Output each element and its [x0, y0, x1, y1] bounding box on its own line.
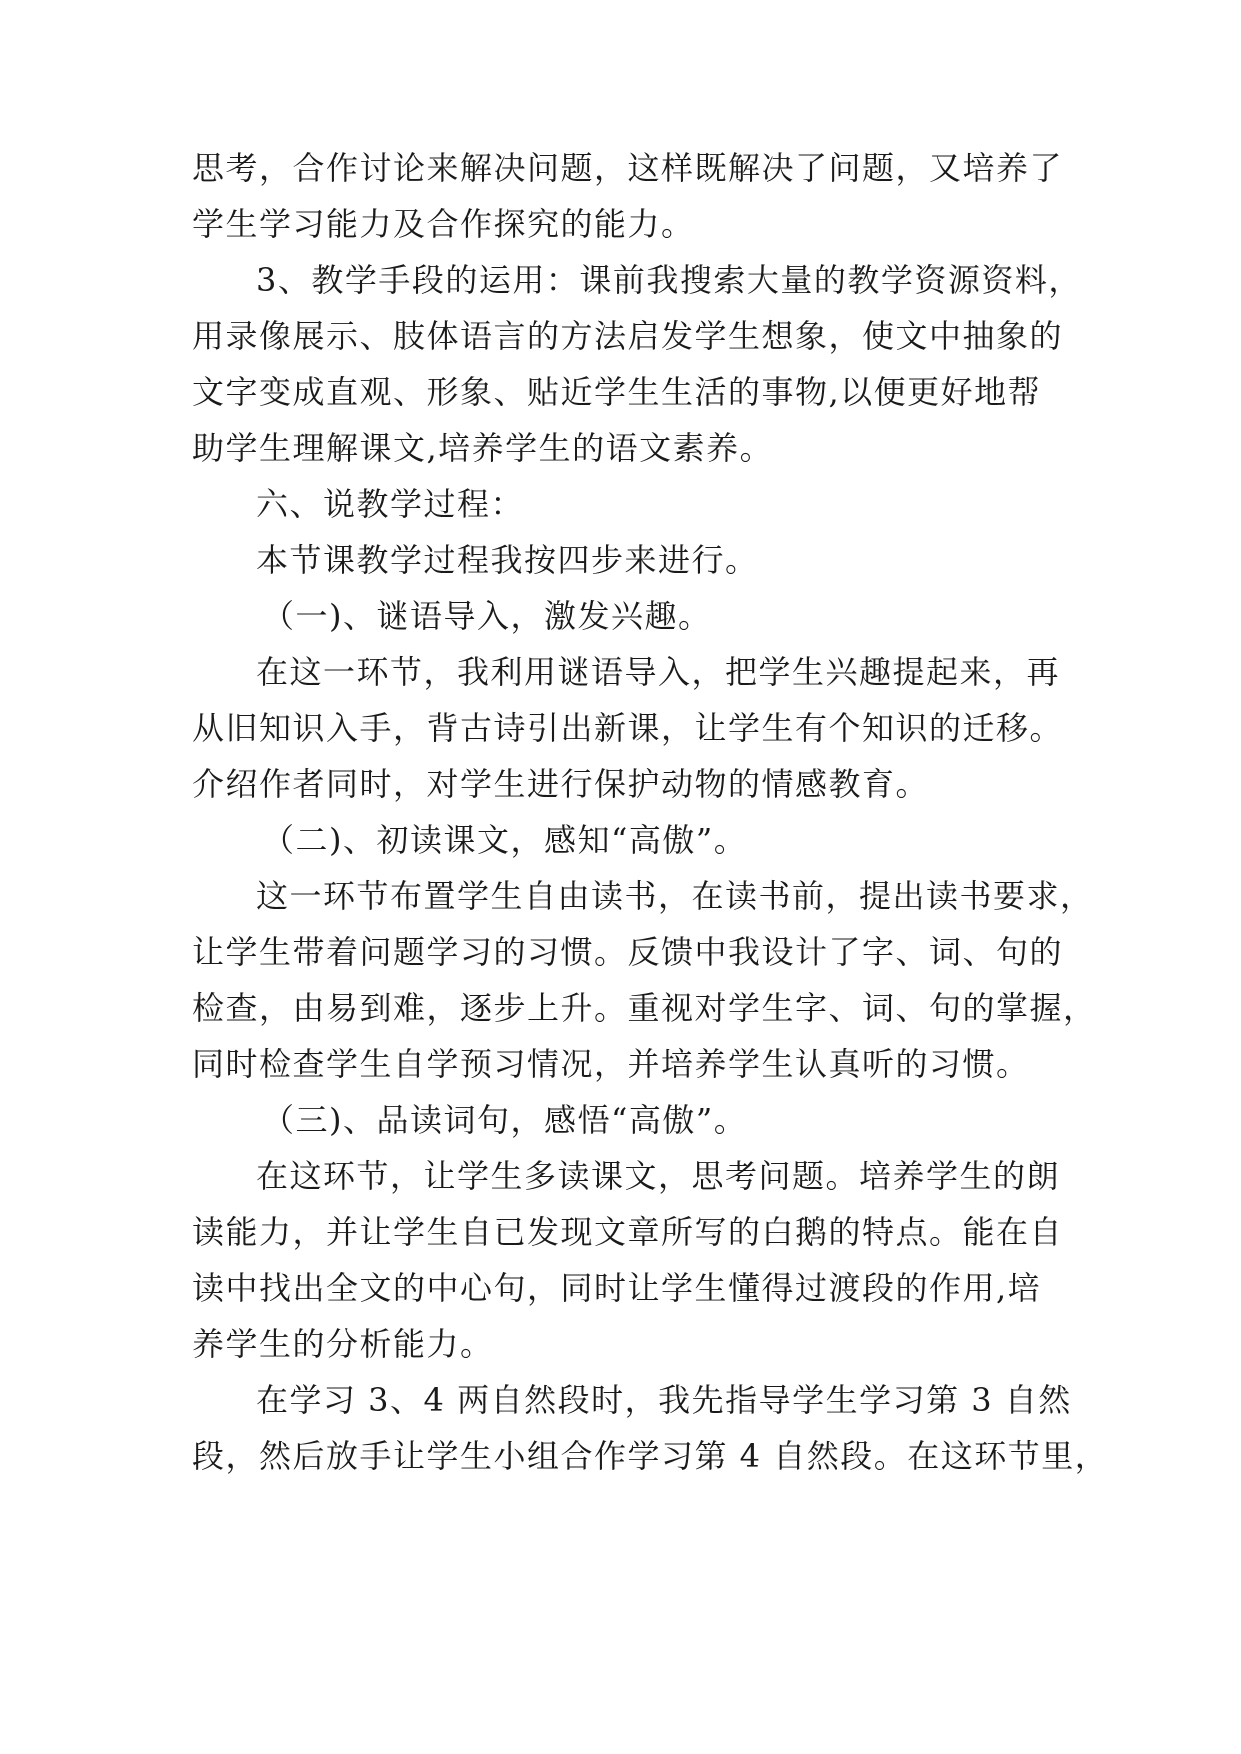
paragraph-line: 同时检查学生自学预习情况，并培养学生认真听的习惯。 [192, 1045, 1030, 1083]
paragraph-line: 介绍作者同时，对学生进行保护动物的情感教育。 [192, 765, 930, 803]
paragraph-line: 从旧知识入手，背古诗引出新课，让学生有个知识的迁移。 [192, 709, 1064, 747]
subsection-heading: （二)、初读课文，感知“高傲”。 [262, 821, 748, 859]
paragraph-line: 学生学习能力及合作探究的能力。 [192, 205, 695, 243]
section-heading: 六、说教学过程： [256, 485, 525, 523]
paragraph-line: 文字变成直观、形象、贴近学生生活的事物,以便更好地帮 [192, 373, 1042, 411]
paragraph-line: 助学生理解课文,培养学生的语文素养。 [192, 429, 774, 467]
paragraph-line: 在学习 3、4 两自然段时，我先指导学生学习第 3 自然 [256, 1381, 1072, 1419]
paragraph-line: 用录像展示、肢体语言的方法启发学生想象，使文中抽象的 [192, 317, 1064, 355]
paragraph-line: 检查，由易到难，逐步上升。重视对学生字、词、句的掌握， [192, 989, 1097, 1027]
paragraph-line: 读中找出全文的中心句，同时让学生懂得过渡段的作用,培 [192, 1269, 1042, 1307]
paragraph-line: 养学生的分析能力。 [192, 1325, 494, 1363]
paragraph-line: 这一环节布置学生自由读书，在读书前，提出读书要求， [256, 877, 1094, 915]
subsection-heading: （一)、谜语导入，激发兴趣。 [262, 597, 712, 635]
paragraph-line: 让学生带着问题学习的习惯。反馈中我设计了字、词、句的 [192, 933, 1064, 971]
paragraph-line: 本节课教学过程我按四步来进行。 [256, 541, 759, 579]
paragraph-line: 思考，合作讨论来解决问题，这样既解决了问题，又培养了 [192, 149, 1064, 187]
paragraph-line: 在这环节，让学生多读课文，思考问题。培养学生的朗 [256, 1157, 1061, 1195]
paragraph-line: 在这一环节，我利用谜语导入，把学生兴趣提起来，再 [256, 653, 1061, 691]
paragraph-line: 3、教学手段的运用：课前我搜索大量的教学资源资料， [256, 261, 1082, 299]
paragraph-line: 读能力，并让学生自已发现文章所写的白鹅的特点。能在自 [192, 1213, 1064, 1251]
paragraph-line: 段，然后放手让学生小组合作学习第 4 自然段。在这环节里， [192, 1437, 1109, 1475]
subsection-heading: （三)、品读词句，感悟“高傲”。 [262, 1101, 748, 1139]
